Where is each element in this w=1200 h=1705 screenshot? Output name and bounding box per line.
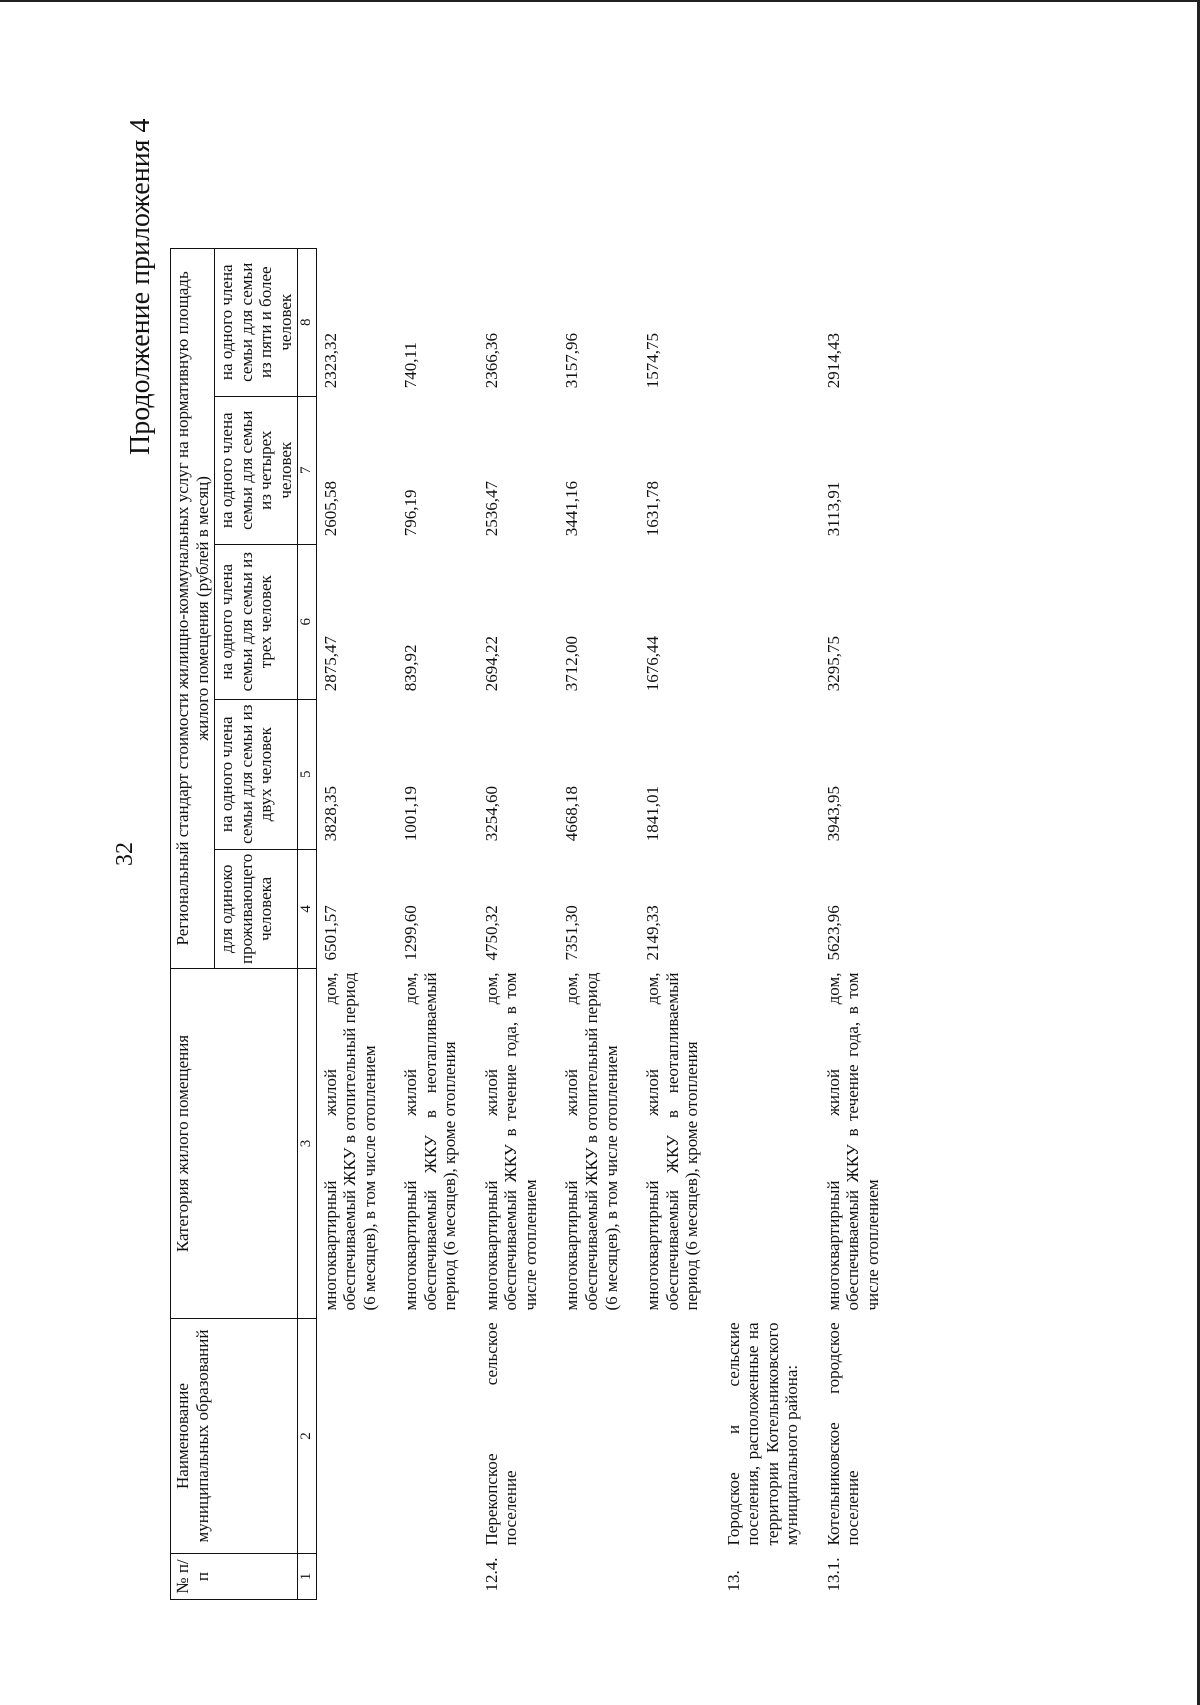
value-family-of-two: 1001,19 [401,785,421,842]
value-family-of-three: 3712,00 [562,635,582,692]
table-row [720,248,820,1599]
header-category: Категория жилого помещения [171,969,298,1319]
row-number: 12.4. [481,1557,501,1592]
value-family-of-two: 1841,01 [643,785,663,842]
municipality-name [316,1319,397,1554]
table-row [397,248,478,1599]
value-single-person [720,849,820,968]
value-family-of-four: 796,19 [401,489,421,537]
header-number: № п/п [171,1554,298,1600]
municipality-name [639,1319,720,1554]
value-family-of-four: 2605,58 [320,480,340,537]
value-family-of-five-plus: 2914,43 [823,332,843,389]
value-family-of-four [720,396,820,544]
column-number: 8 [298,248,316,396]
housing-category: многоквартирный жилой дом, обеспечиваемый ЖКУ в отопительный период (6 месяцев), в том числе отоплением [562,972,621,1311]
municipality-name: Котельниковское городское поселение [823,1322,863,1546]
municipality-name [397,1319,478,1554]
row-number: 13. [723,1570,743,1592]
value-family-of-three: 2694,22 [481,635,501,692]
value-family-of-four: 2536,47 [481,480,501,537]
value-family-of-five-plus [720,248,820,396]
municipality-name [558,1319,639,1554]
column-number: 4 [298,849,316,968]
table-row [558,248,639,1599]
header-family-of-five-plus: на одного члена семьи для семьи из пяти и более человек [215,248,298,396]
header-family-of-four: на одного члена семьи для семьи из четырех человек [215,396,298,544]
table-row [478,248,559,1599]
housing-category: многоквартирный жилой дом, обеспечиваемый ЖКУ в неотапливаемый период (6 месяцев), кроме отопления [401,972,460,1311]
housing-category: многоквартирный жилой дом, обеспечиваемый ЖКУ в течение года, в том числе отоплением [823,972,883,1311]
value-family-of-five-plus: 740,11 [401,342,421,389]
column-number: 3 [298,969,316,1319]
table-row [639,248,720,1599]
column-numbers-row [298,248,316,1599]
table-body [316,248,901,1599]
value-single-person: 6501,57 [320,905,340,961]
value-family-of-three: 3295,75 [823,635,843,692]
value-family-of-five-plus: 3157,96 [562,332,582,389]
housing-category: многоквартирный жилой дом, обеспечиваемый ЖКУ в течение года, в том числе отоплением [481,972,540,1311]
column-number: 2 [298,1319,316,1554]
value-single-person: 7351,30 [562,905,582,961]
value-family-of-two: 4668,18 [562,785,582,842]
header-single-person: для одиноко проживающего человека [215,849,298,968]
page-number: 32 [112,842,138,866]
row-number [639,1554,720,1600]
row-number: 13.1. [823,1557,843,1592]
column-number: 5 [298,699,316,849]
row-number [316,1554,397,1600]
header-regional-standard: Региональный стандарт стоимости жилищно-коммунальных услуг на нормативную площадь жилого помещения (рублей в месяц) [171,248,215,968]
value-family-of-three [720,544,820,699]
value-family-of-three: 839,92 [401,644,421,692]
header-family-of-two: на одного члена семьи для семьи из двух человек [215,699,298,849]
header-municipality: Наименование муниципальных образований [171,1319,298,1554]
row-number [397,1554,478,1600]
value-family-of-five-plus: 2323,32 [320,332,340,389]
municipality-name: Перекопское сельское поселение [481,1322,521,1546]
continuation-heading: Продолжение приложения 4 [125,118,156,455]
header-family-of-three: на одного члена семьи для семьи из трех человек [215,544,298,699]
value-family-of-five-plus: 1574,75 [643,332,663,389]
value-family-of-two: 3828,35 [320,785,340,842]
table-row [820,248,901,1599]
value-single-person: 1299,60 [401,905,421,961]
row-number [558,1554,639,1600]
value-family-of-two: 3254,60 [481,785,501,842]
value-family-of-two: 3943,95 [823,785,843,842]
municipality-name: Городское и сельские поселения, расположенные на территории Котельниковского муниципального района: [723,1322,802,1546]
value-family-of-four: 3113,91 [823,481,843,537]
value-family-of-five-plus: 2366,36 [481,332,501,389]
column-number: 7 [298,396,316,544]
value-family-of-two [720,699,820,849]
value-family-of-three: 1676,44 [643,635,663,692]
table-row [316,248,397,1599]
standards-table [170,248,901,1600]
housing-category [720,969,820,1319]
column-number: 6 [298,544,316,699]
housing-category: многоквартирный жилой дом, обеспечиваемый ЖКУ в неотапливаемый период (6 месяцев), кроме отопления [643,972,702,1311]
value-family-of-four: 3441,16 [562,480,582,537]
value-single-person: 4750,32 [481,905,501,961]
column-number: 1 [298,1554,316,1600]
value-single-person: 2149,33 [643,905,663,961]
value-family-of-four: 1631,78 [643,480,663,537]
value-family-of-three: 2875,47 [320,635,340,692]
housing-category: многоквартирный жилой дом, обеспечиваемый ЖКУ в отопительный период (6 месяцев), в том числе отоплением [320,972,379,1311]
value-single-person: 5623,96 [823,905,843,961]
